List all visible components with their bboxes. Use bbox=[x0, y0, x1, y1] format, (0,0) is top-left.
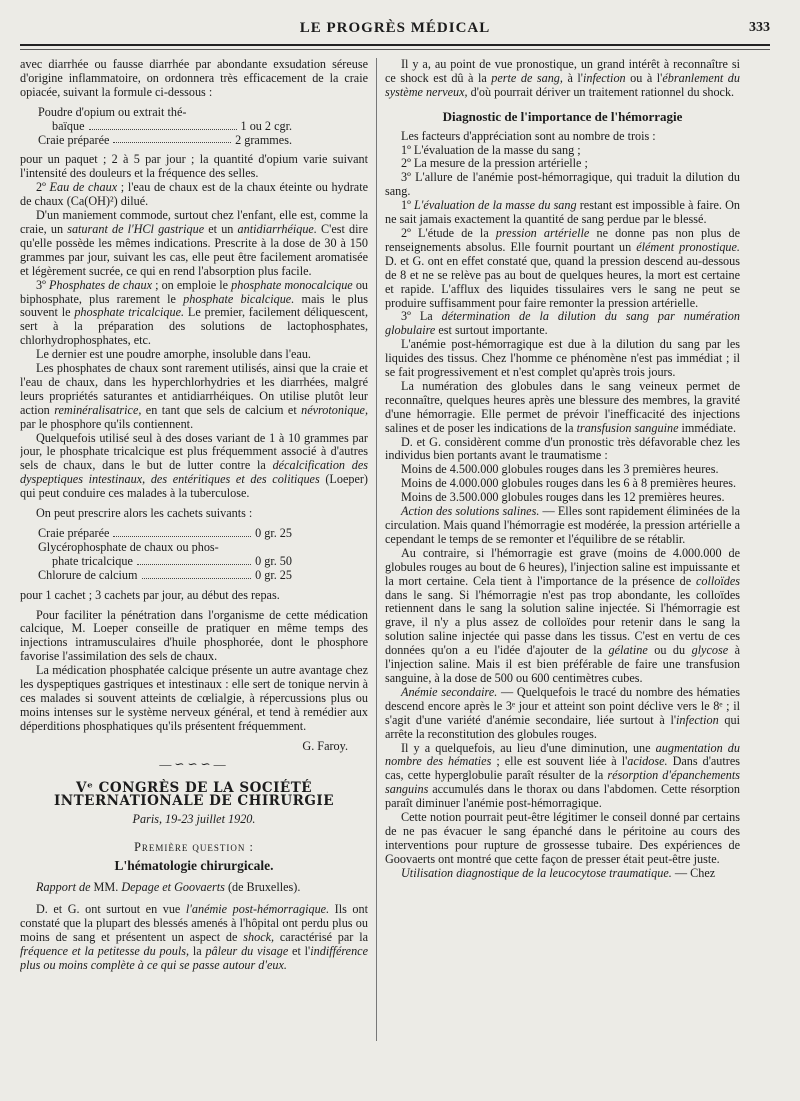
section-title: Diagnostic de l'importance de l'hémorragie bbox=[442, 108, 683, 124]
paragraph: 3º L'allure de l'anémie post-hémorragique, qui traduit la dilution du sang. bbox=[385, 170, 740, 199]
paragraph: pour 1 cachet ; 3 cachets par jour, au début des repas. bbox=[20, 587, 280, 602]
paragraph: Les phosphates de chaux sont rarement utilisés, ainsi que la craie et l'eau de chaux, dans les hyperchlorhydries et les diarrhées, malgré leurs propriétés saturantes et antidiarrhéiques. On utilise plutôt leur action reminéralisatrice, en tant que sels de calcium et névrotonique, par le phosphore qu'ils contiennent. bbox=[20, 361, 368, 431]
paragraph: 3º La détermination de la dilution du sang par numération globulaire est surtout importante. bbox=[385, 309, 740, 338]
paragraph: Au contraire, si l'hémorragie est grave (moins de 4.000.000 de globules rouges au bout de 6 heures), l'injection saline est impuissante et la mort certaine. Cela tient à l'importance de la présence de colloïdes dans le sang. Si l'hémorragie n'est pas trop abondante, les colloïdes retiennent dans le sang la solution saline injectée. Si l'hémorragie est grave, il n'y a plus assez de colloïdes pour retenir dans le sang la solution saline injectée qui passe dans les tissus. C'est en vertu de ces données qu'on a eu l'idée d'ajouter de la gélatine ou du glycose à l'injection saline. Mais il est bien préférable de faire une transfusion sanguine, à la dose de 500 ou 600 centimètres cubes. bbox=[385, 545, 740, 685]
paragraph: 1º L'évaluation de la masse du sang ; bbox=[401, 142, 581, 157]
report-authors: Rapport de MM. Depage et Goovaerts (de Bruxelles). bbox=[36, 880, 301, 895]
formula-row bbox=[38, 120, 292, 134]
formula-row bbox=[38, 541, 292, 555]
formula-row bbox=[38, 106, 292, 120]
ingredient-quantity: 2 grammes. bbox=[235, 132, 292, 147]
paragraph: La médication phosphatée calcique présente un autre avantage chez les dyspeptiques gastriques et intestinaux : elle sert de tonique nervin à ces malades si souvent atteints de cœlialgie, à répercussions plus ou moins intenses sur le système nerveux général, et tend à remédier aux déperditions phosphatiques qu'ils présentent fréquemment. bbox=[20, 663, 368, 733]
ingredient-name: Poudre d'opium ou extrait thé- bbox=[38, 104, 187, 119]
paragraph: Les facteurs d'appréciation sont au nombre de trois : bbox=[401, 128, 656, 143]
leader-dots bbox=[137, 555, 251, 565]
leader-dots bbox=[113, 527, 251, 537]
paragraph: Moins de 3.500.000 globules rouges dans les 12 premières heures. bbox=[401, 490, 725, 505]
paragraph: Il y a, au point de vue pronostique, un grand intérêt à reconnaître si ce shock est dû à la perte de sang, à l'infection ou à l'ébranlement du système nerveux, d'où pourrait dériver un traitement rationnel du shock. bbox=[385, 58, 740, 99]
ingredient-quantity: 0 gr. 50 bbox=[255, 553, 292, 568]
header-rule bbox=[20, 49, 770, 50]
ornament-divider: —∽∽∽— bbox=[159, 756, 229, 771]
paragraph: Quelquefois utilisé seul à des doses variant de 1 à 10 grammes par jour, le phosphate tricalcique est plus fréquemment associé à d'autres sels de chaux, dans le but de lutter contre la décalcification des dyspeptiques intestinaux, des entéritiques et des colitiques (Loeper) qui peut conduire ces malades à la tuberculose. bbox=[20, 430, 368, 501]
paragraph: 2º La mesure de la pression artérielle ; bbox=[401, 156, 588, 171]
ingredient-name: phate tricalcique bbox=[52, 553, 133, 568]
author-signature: G. Faroy. bbox=[302, 738, 348, 753]
ingredient-quantity: 0 gr. 25 bbox=[255, 567, 292, 582]
paragraph: 1º L'évaluation de la masse du sang restant est impossible à faire. On ne sait jamais exactement la quantité de sang perdue par le blessé. bbox=[385, 198, 740, 227]
paragraph: Action des solutions salines. — Elles sont rapidement éliminées de la circulation. Mais quand l'hémorragie est modérée, la pression artérielle a cependant le temps de se remonter et l'équilibre de se rétablir. bbox=[385, 504, 740, 546]
paragraph: D. et G. ont surtout en vue l'anémie post-hémorragique. Ils ont constaté que la plupart des blessés amenés à l'hôpital ont perdu plus ou moins de sang et présentent un aspect de shock, caractérisé par la fréquence et la petitesse du pouls, la pâleur du visage et l'indifférence plus ou moins complète à ce qui se passe autour d'eux. bbox=[20, 901, 368, 972]
paragraph: Utilisation diagnostique de la leucocytose traumatique. — Chez bbox=[401, 865, 716, 880]
ingredient-name: Chlorure de calcium bbox=[38, 567, 138, 582]
formula-row bbox=[38, 569, 292, 583]
page-number: 333 bbox=[749, 20, 770, 35]
journal-title: LE PROGRÈS MÉDICAL bbox=[299, 20, 491, 36]
ingredient-name: Craie préparée bbox=[38, 526, 110, 540]
prescription-formula-cachets bbox=[38, 527, 368, 583]
paragraph: Pour faciliter la pénétration dans l'organisme de cette médication calcique, M. Loeper conseille de pratiquer en même temps des injections intramusculaires d'huile phosphorée, dont le phosphore favorise l'assimilation des sels de chaux. bbox=[20, 607, 368, 664]
leader-dots bbox=[89, 120, 237, 130]
formula-row bbox=[38, 527, 292, 541]
ingredient-name: Craie préparée bbox=[38, 132, 110, 147]
left-column bbox=[20, 58, 368, 1079]
paragraph: Moins de 4.000.000 globules rouges dans les 6 à 8 premières heures. bbox=[401, 476, 737, 491]
ingredient-quantity: 1 ou 2 cgr. bbox=[240, 118, 292, 133]
paragraph: Le dernier est une poudre amorphe, insoluble dans l'eau. bbox=[36, 347, 311, 362]
congress-place-date: Paris, 19-23 juillet 1920. bbox=[132, 812, 256, 827]
paragraph: 2º Eau de chaux ; l'eau de chaux est de la chaux éteinte ou hydrate de chaux (Ca(OH)²) dilué. bbox=[20, 180, 368, 209]
prescription-formula-opium bbox=[38, 106, 368, 148]
paragraph: Moins de 4.500.000 globules rouges dans les 3 premières heures. bbox=[401, 462, 719, 477]
paragraph: avec diarrhée ou fausse diarrhée par abondante exsudation séreuse d'origine inflammatoire, on ordonnera très efficacement de la craie opiacée, suivant la formule ci-dessous : bbox=[20, 58, 368, 99]
paragraph: D. et G. considèrent comme d'un pronostic très défavorable chez les individus bien portants avant le traumatisme : bbox=[385, 434, 740, 463]
paragraph: 2º L'étude de la pression artérielle ne donne pas non plus de renseignements absolus. Elle fournit pourtant un élément pronostique. D. et G. ont en effet constaté que, quand la pression descend au-dessous de 8 et ne se relève pas au bout de quelques heures, la mort est certaine et rapide. L'afflux des liquides tissulaires vers le sang ne peut se produire suffisamment pour faire remonter la pression artérielle. bbox=[385, 225, 740, 310]
paragraph: D'un maniement commode, surtout chez l'enfant, elle est, comme la craie, un saturant de l'HCl gastrique et un antidiarrhéique. C'est dire qu'elle possède les mêmes indications. Prescrite à la dose de 30 à 150 grammes par jour, suivant les cas, elle peut être facilement aromatisée et légèrement sucrée, ce qui en rend l'absorption plus facile. bbox=[20, 208, 368, 278]
paragraph: L'anémie post-hémorragique est due à la dilution du sang par les liquides des tissus. Chez l'homme ce phénomène n'est pas immédiat ; il se fait progressivement et n'est complet qu'après trois jours. bbox=[385, 337, 740, 380]
paragraph: Anémie secondaire. — Quelquefois le tracé du nombre des hématies descend encore après le 3ᵉ jour et atteint son point déclive vers le 8ᵉ ; il s'agit d'une variété d'anémie secondaire, liée surtout à l'infection qui arrête la reconstitution des globules rouges. bbox=[385, 684, 740, 741]
paragraph: Cette notion pourrait peut-être légitimer le conseil donné par certains de ne pas évacuer le sang épanché dans le péritoine au cours des interventions pour rupture de grossesse tubaire. Des expériences de Goovaerts ont montré que cette façon de presser était peut-être juste. bbox=[385, 810, 740, 866]
formula-row bbox=[38, 555, 292, 569]
leader-dots bbox=[113, 134, 231, 144]
right-column bbox=[385, 58, 740, 1079]
paragraph: La numération des globules dans le sang veineux permet de reconnaître, quelques heures après une blessure des membres, la gravité d'une hémorragie. Elle permet de prévoir l'inefficacité des injections salines et de poser les indications de la transfusion sanguine immédiate. bbox=[385, 378, 740, 435]
congress-title: Vᵉ CONGRÈS DE LA SOCIÉTÉ INTERNATIONALE DE CHIRURGIE bbox=[53, 779, 335, 810]
section-title: L'hématologie chirurgicale. bbox=[114, 858, 274, 874]
question-label: Première question : bbox=[134, 840, 254, 855]
ingredient-quantity: 0 gr. 25 bbox=[255, 526, 292, 540]
page-header bbox=[20, 18, 770, 46]
ingredient-name: Glycérophosphate de chaux ou phos- bbox=[38, 539, 219, 554]
paragraph: 3º Phosphates de chaux ; on emploie le phosphate monocalcique ou biphosphate, plus rarement le phosphate bicalcique. mais le plus souvent le phosphate tricalcique. Le premier, facilement déliquescent, sert à la préparation des solutions de lactophosphates, chlorhydrophosphates, etc. bbox=[20, 277, 368, 348]
column-divider bbox=[376, 58, 377, 1041]
paragraph: pour un paquet ; 2 à 5 par jour ; la quantité d'opium varie suivant l'intensité des douleurs et la fréquence des selles. bbox=[20, 152, 368, 181]
paragraph: On peut prescrire alors les cachets suivants : bbox=[36, 506, 253, 521]
formula-row bbox=[38, 134, 292, 148]
leader-dots bbox=[142, 569, 252, 579]
paragraph: Il y a quelquefois, au lieu d'une diminution, une augmentation du nombre des hématies ; elle est souvent liée à l'acidose. Dans d'autres cas, cette hyperglobulie paraît résulter de la résorption d'épanchements sanguins accumulés dans le thorax ou dans l'abdomen. Cette résorption paraît diminuer l'anémie post-hémorragique. bbox=[385, 740, 740, 811]
ingredient-name: baïque bbox=[52, 118, 85, 133]
